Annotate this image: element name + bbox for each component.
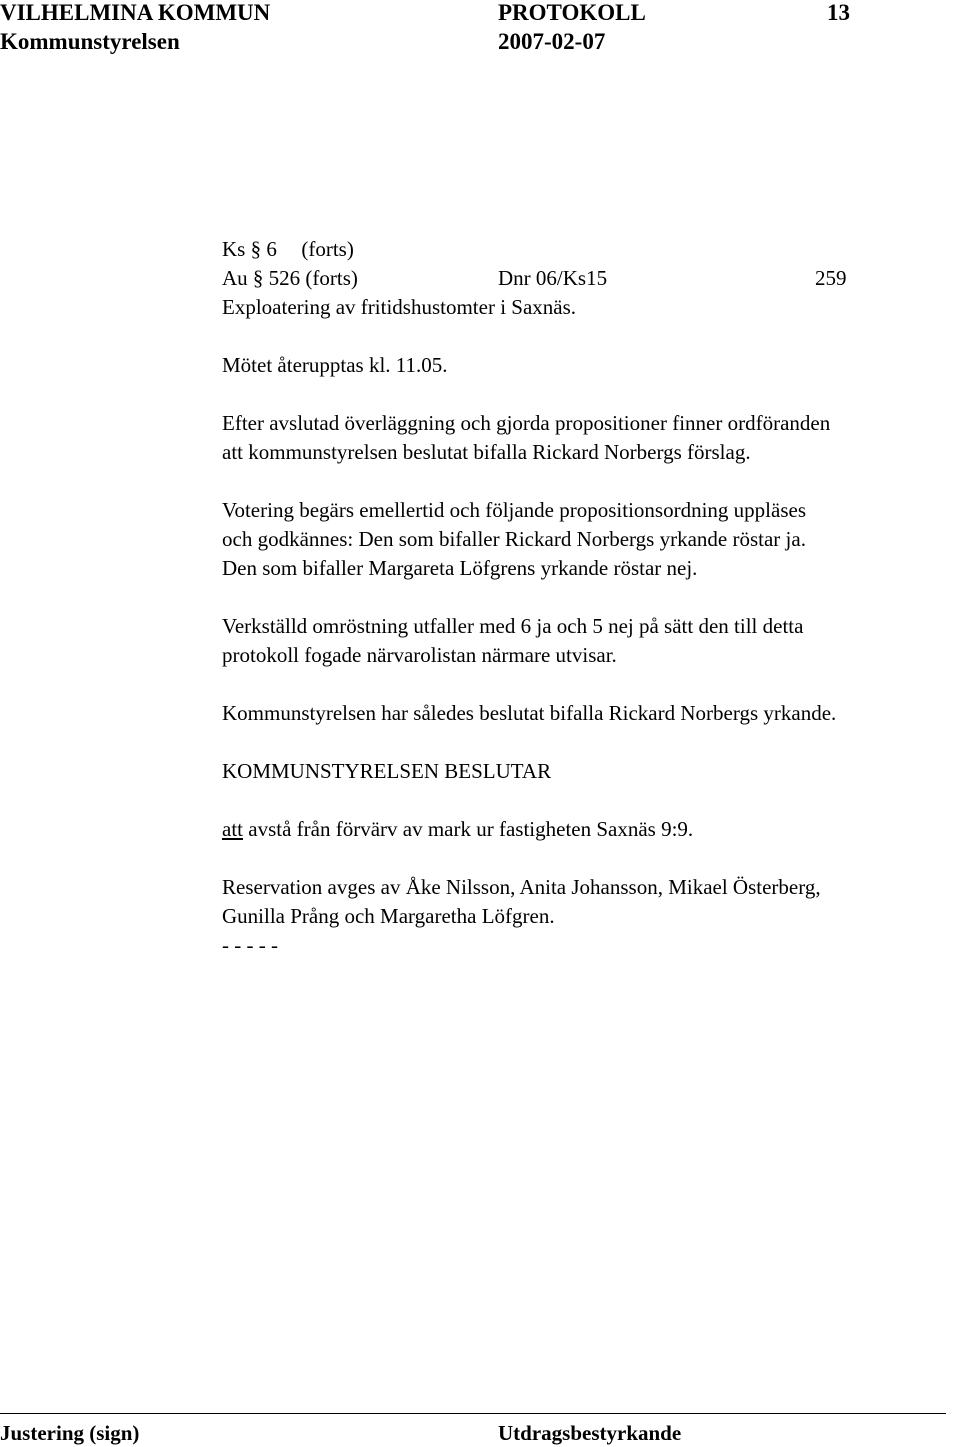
- paragraph-1-line-1: Efter avslutad överläggning och gjorda propositioner finner ordföranden: [222, 411, 831, 435]
- au-label: Au: [222, 266, 248, 290]
- page-number: 13: [827, 0, 850, 25]
- decision-line: [222, 815, 693, 844]
- justering-label: Justering (sign): [0, 1421, 140, 1445]
- diary-number: Dnr 06/Ks15: [498, 266, 608, 290]
- paragraph-2-line-1: Votering begärs emellertid och följande propositionsordning uppläses: [222, 498, 806, 522]
- document-type: PROTOKOLL: [498, 0, 646, 25]
- paragraph-number: 259: [815, 266, 847, 290]
- decision-heading: KOMMUNSTYRELSEN BESLUTAR: [222, 759, 552, 783]
- ks-number: 6: [266, 237, 277, 261]
- meeting-date: 2007-02-07: [498, 29, 606, 54]
- ks-suffix: (forts): [301, 237, 354, 261]
- section-icon: §: [250, 237, 262, 261]
- reservation-line-2: Gunilla Prång och Margaretha Löfgren.: [222, 904, 555, 928]
- paragraph-2-line-2: och godkännes: Den som bifaller Rickard Norbergs yrkande röstar ja.: [222, 527, 806, 551]
- utdrag-label: Utdragsbestyrkande: [498, 1421, 682, 1445]
- section-icon: §: [252, 266, 264, 290]
- au-reference-line: [222, 264, 358, 293]
- paragraph-2-line-3: Den som bifaller Margareta Löfgrens yrkande röstar nej.: [222, 556, 698, 580]
- municipality-name: VILHELMINA KOMMUN: [0, 0, 271, 25]
- end-marker: - - - - -: [222, 933, 278, 957]
- paragraph-4: Kommunstyrelsen har således beslutat bifalla Rickard Norbergs yrkande.: [222, 701, 837, 725]
- committee-name: Kommunstyrelsen: [0, 29, 180, 54]
- decision-text: avstå från förvärv av mark ur fastigheten Saxnäs 9:9.: [248, 817, 694, 841]
- footer-divider: [0, 1413, 946, 1414]
- paragraph-3-line-1: Verkställd omröstning utfaller med 6 ja och 5 nej på sätt den till detta: [222, 614, 804, 638]
- au-number: 526 (forts): [268, 266, 358, 290]
- meeting-resume: Mötet återupptas kl. 11.05.: [222, 353, 448, 377]
- paragraph-3-line-2: protokoll fogade närvarolistan närmare utvisar.: [222, 643, 617, 667]
- decision-att: att: [222, 817, 243, 841]
- ks-label: Ks: [222, 237, 246, 261]
- reservation-line-1: Reservation avges av Åke Nilsson, Anita Johansson, Mikael Österberg,: [222, 875, 821, 899]
- ks-reference-line: [222, 235, 354, 264]
- case-subject: Exploatering av fritidshustomter i Saxnäs.: [222, 295, 577, 319]
- paragraph-1-line-2: att kommunstyrelsen beslutat bifalla Rickard Norbergs förslag.: [222, 440, 751, 464]
